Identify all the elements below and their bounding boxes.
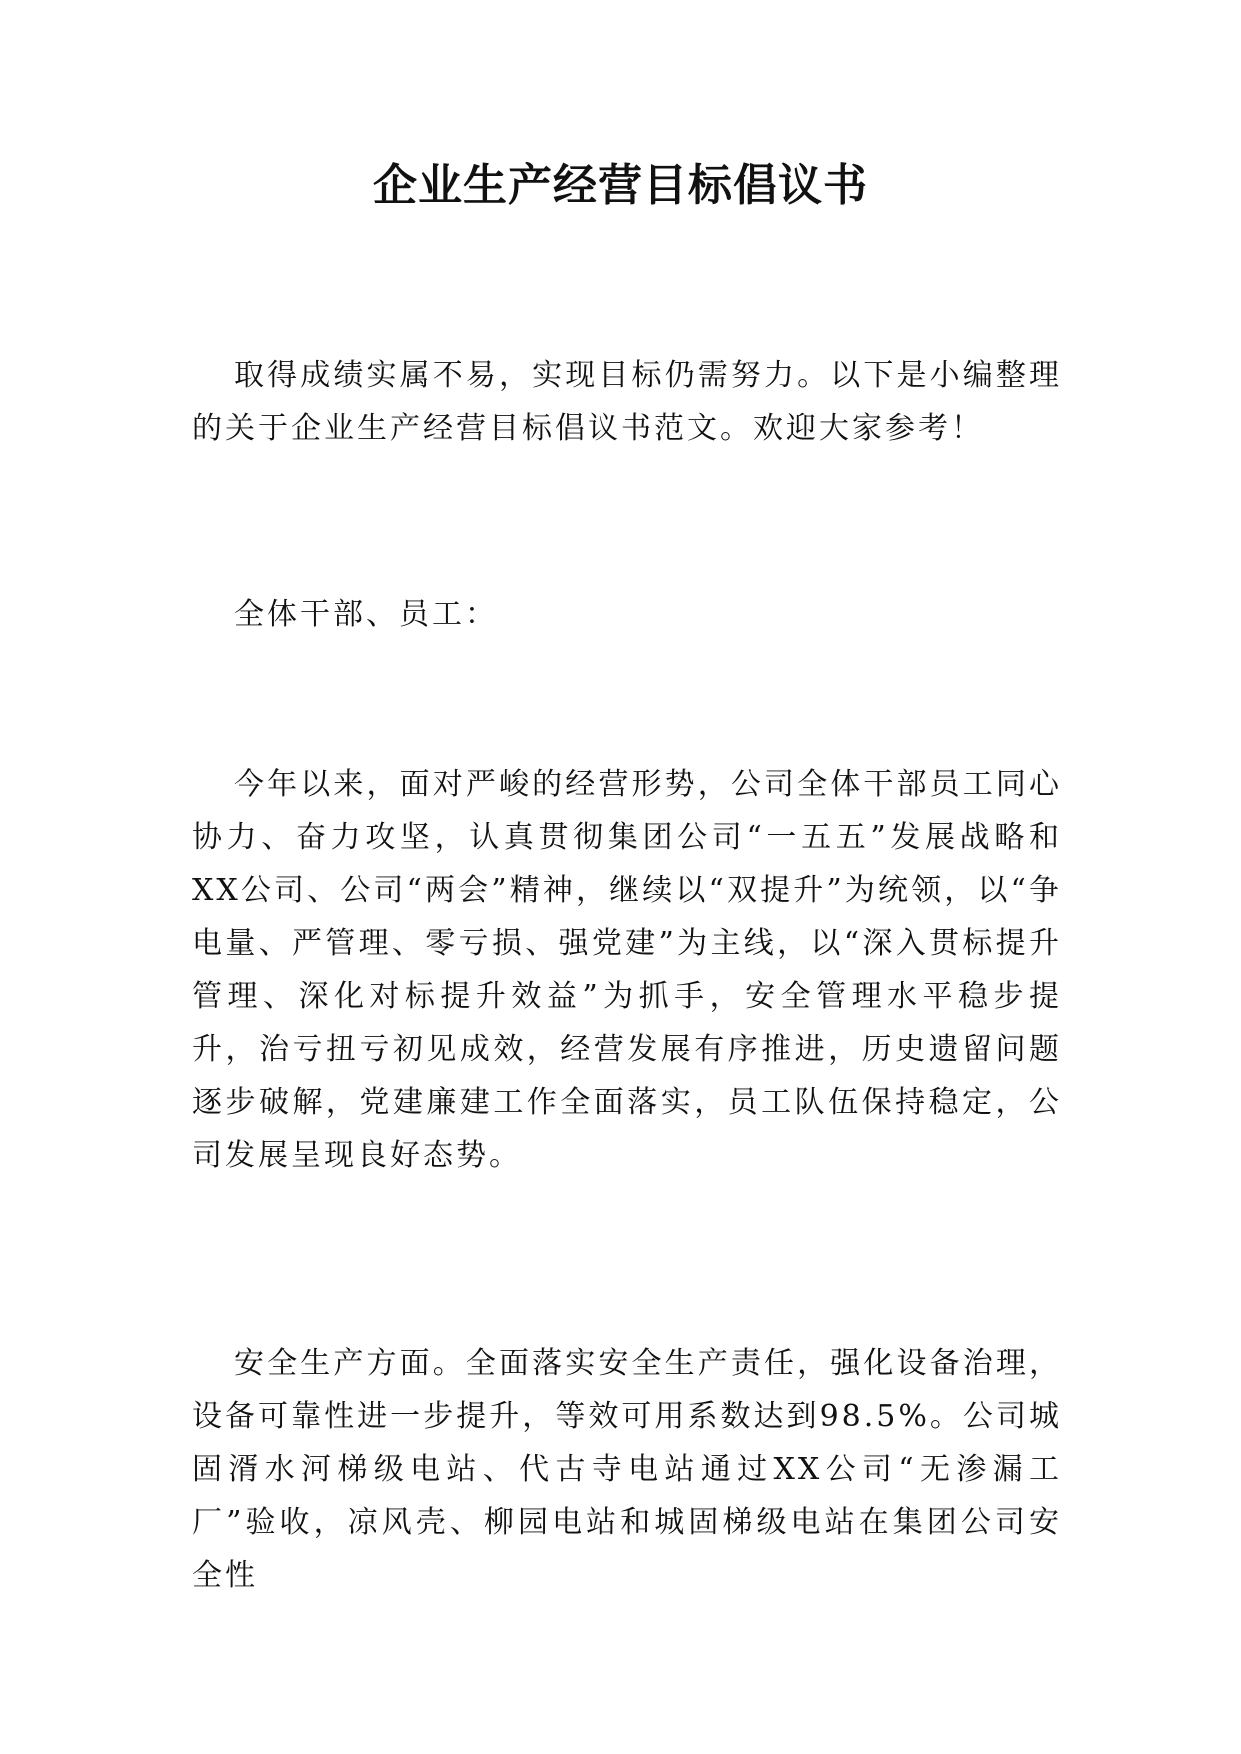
greeting-paragraph: 全体干部、员工： (234, 597, 498, 632)
document-title: 企业生产经营目标倡议书 (373, 160, 868, 211)
intro-paragraph: 取得成绩实属不易，实现目标仍需努力。以下是小编整理的关于企业生产经营目标倡议书范文。欢迎大家参考！ (192, 358, 1062, 446)
body-paragraph-2: 安全生产方面。全面落实安全生产责任，强化设备治理，设备可靠性进一步提升，等效可用系数达到98.5%。公司城固湑水河梯级电站、代古寺电站通过XX公司“无渗漏工厂”验收，凉风壳、柳园电站和城固梯级电站在集团公司安全性 (192, 1346, 1062, 1593)
body-paragraph-1: 今年以来，面对严峻的经营形势，公司全体干部员工同心协力、奋力攻坚，认真贯彻集团公司“一五五”发展战略和XX公司、公司“两会”精神，继续以“双提升”为统领，以“争电量、严管理、零亏损、强党建”为主线，以“深入贯标提升管理、深化对标提升效益”为抓手，安全管理水平稳步提升，治亏扭亏初见成效，经营发展有序推进，历史遗留问题逐步破解，党建廉建工作全面落实，员工队伍保持稳定，公司发展呈现良好态势。 (192, 767, 1062, 1173)
